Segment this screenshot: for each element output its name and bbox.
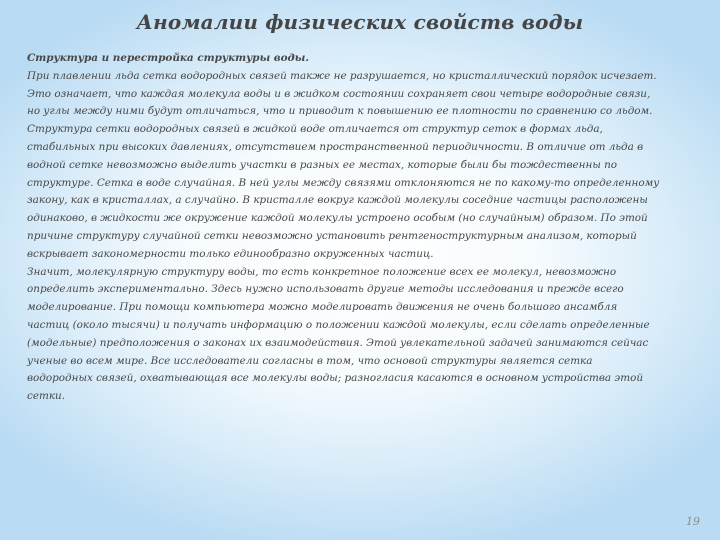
page-number: 19 bbox=[686, 515, 700, 528]
body-line: сетки. bbox=[27, 390, 66, 403]
body-line: частиц (около тысячи) и получать информацию о положении каждой молекулы, если сделать определенные bbox=[27, 318, 650, 331]
slide-title: Аномалии физических свойств воды bbox=[136, 10, 584, 34]
body-line: При плавлении льда сетка водородных связей также не разрушается, но кристаллический порядок исчезает. bbox=[27, 69, 657, 82]
body-line: определить экспериментально. Здесь нужно использовать другие методы исследования и прежде всего bbox=[27, 283, 624, 296]
body-line: одинаково, в жидкости же окружение каждой молекулы устроено особым (но случайным) образом. По этой bbox=[27, 212, 648, 225]
body-line: структуре. Сетка в воде случайная. В ней углы между связями отклоняются не по какому-то определенному bbox=[27, 176, 660, 189]
slide-body bbox=[27, 50, 695, 406]
body-line: ученые во всем мире. Все исследователи согласны в том, что основой структуры является сетка bbox=[27, 354, 593, 367]
body-line: причине структуру случайной сетки невозможно установить рентгеноструктурным анализом, который bbox=[27, 229, 637, 242]
body-line: Это означает, что каждая молекула воды и в жидком состоянии сохраняет свои четыре водородные связи, bbox=[27, 87, 651, 100]
body-line: но углы между ними будут отличаться, что и приводит к повышению ее плотности по сравнению со льдом. bbox=[27, 105, 653, 118]
body-line: Структура сетки водородных связей в жидкой воде отличается от структур сеток в формах льда, bbox=[27, 123, 603, 136]
body-line: моделирование. При помощи компьютера можно моделировать движения не очень большого ансамбля bbox=[27, 301, 618, 314]
body-line: закону, как в кристаллах, а случайно. В кристалле вокруг каждой молекулы соседние частицы расположены bbox=[27, 194, 648, 207]
body-line: водородных связей, охватывающая все молекулы воды; разногласия касаются в основном устройства этой bbox=[27, 372, 644, 385]
body-line: вскрывает закономерности только единообразно окруженных частиц. bbox=[27, 247, 434, 260]
body-line: стабильных при высоких давлениях, отсутствием пространственной периодичности. В отличие от льда в bbox=[27, 140, 644, 153]
body-line: Значит, молекулярную структуру воды, то есть конкретное положение всех ее молекул, невозможно bbox=[27, 265, 617, 278]
section-subtitle: Структура и перестройка структуры воды. bbox=[27, 52, 309, 64]
body-line: (модельные) предположения о законах их взаимодействия. Этой увлекательной задачей занимаются сейчас bbox=[27, 336, 649, 349]
body-line: водной сетке невозможно выделить участки в разных ее местах, которые были бы тождественны по bbox=[27, 158, 618, 171]
